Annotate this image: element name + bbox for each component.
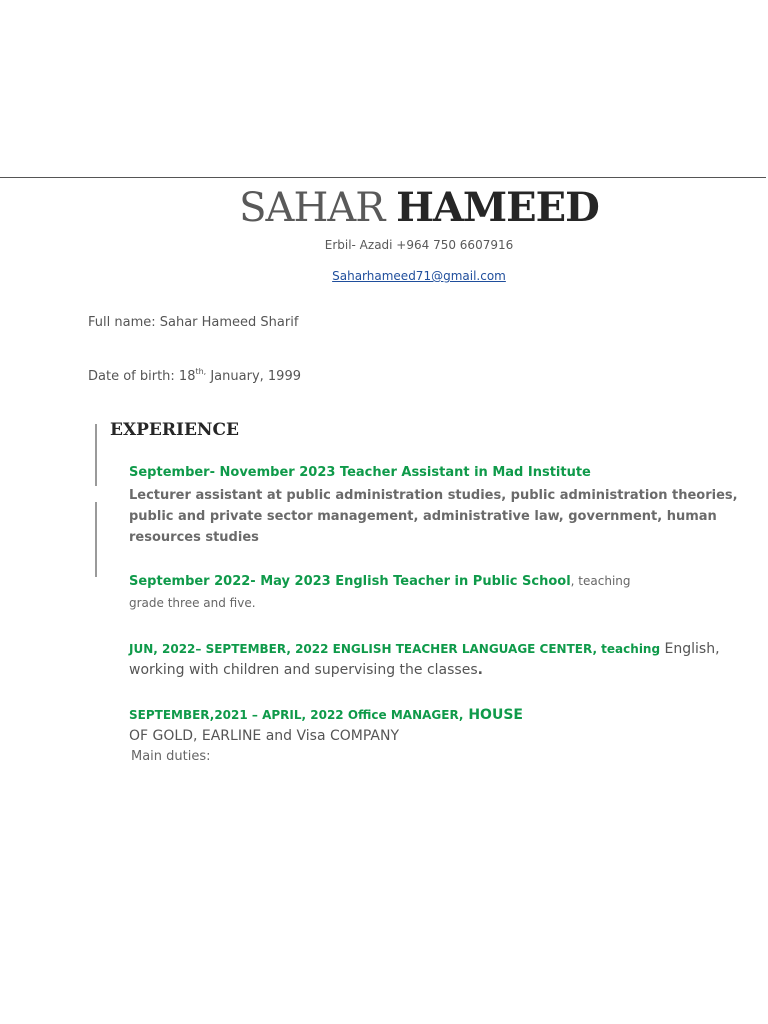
- section-accent-bar: [95, 502, 97, 577]
- section-accent-bar: [95, 424, 97, 486]
- job-title: September 2022- May 2023 English Teacher in Public School: [129, 574, 571, 589]
- candidate-name: [0, 182, 768, 234]
- dob-superscript: th,: [195, 367, 207, 376]
- experience-entry: [129, 464, 738, 548]
- experience-entry: [129, 572, 689, 612]
- date-of-birth: [88, 363, 301, 386]
- job-title-company: HOUSE: [463, 707, 523, 723]
- first-name: SAHAR: [239, 185, 385, 231]
- job-title: September- November 2023 Teacher Assistant in Mad Institute: [129, 465, 591, 480]
- experience-heading: EXPERIENCE: [110, 420, 239, 440]
- full-name: Full name: Sahar Hameed Sharif: [88, 315, 299, 330]
- job-title: SEPTEMBER,2021 – APRIL, 2022 Office MANAGER,: [129, 708, 464, 722]
- job-description-line: grade three and five.: [129, 596, 256, 610]
- main-duties-label: Main duties:: [131, 749, 211, 764]
- contact-line: Erbil- Azadi +964 750 6607916: [324, 238, 514, 252]
- job-title: JUN, 2022– SEPTEMBER, 2022 ENGLISH TEACHER LANGUAGE CENTER, teaching: [129, 642, 661, 656]
- top-divider: [0, 177, 766, 178]
- job-description-line: working with children and supervising the classes: [129, 662, 478, 678]
- sentence-end: .: [477, 662, 483, 678]
- job-description-line: resources studies: [129, 530, 259, 545]
- experience-entry: [129, 638, 720, 681]
- job-description-line: Lecturer assistant at public administration studies, public administration theories,: [129, 488, 738, 503]
- job-description-line: public and private sector management, administrative law, government, human: [129, 509, 717, 524]
- job-title-suffix: , teaching: [570, 574, 631, 588]
- last-name: HAMEED: [396, 184, 599, 231]
- dob-suffix: January, 1999: [206, 369, 301, 384]
- email-link[interactable]: Saharhameed71@gmail.com: [332, 269, 506, 283]
- company-line: OF GOLD, EARLINE and Visa COMPANY: [129, 728, 400, 744]
- experience-entry: [129, 704, 689, 767]
- job-title-suffix: English,: [660, 641, 720, 657]
- dob-prefix: Date of birth: 18: [88, 369, 196, 384]
